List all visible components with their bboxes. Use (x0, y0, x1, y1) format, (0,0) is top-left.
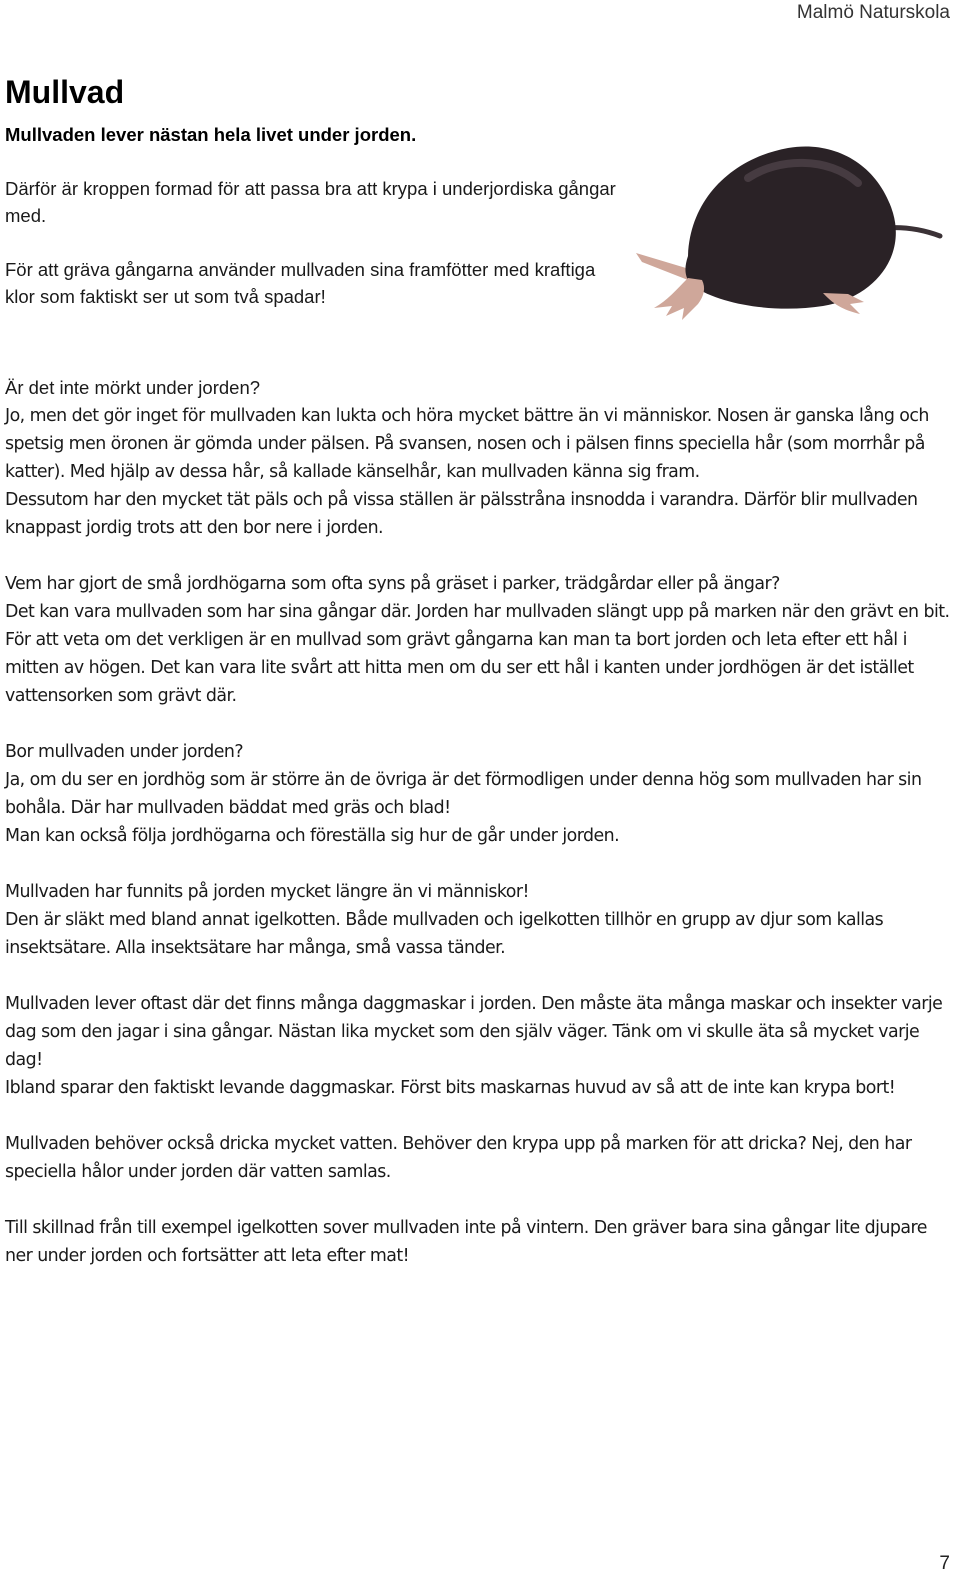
intro-section (5, 121, 625, 310)
page-number: 7 (939, 1553, 950, 1574)
intro-paragraph-claws: För att gräva gångarna använder mullvaden sina framfötter med kraftiga klor som faktiskt ser ut som två spadar! (5, 259, 596, 307)
question-darkness: Är det inte mörkt under jorden? (5, 377, 261, 398)
intro-lead: Mullvaden lever nästan hela livet under jorden. (5, 124, 417, 145)
paragraph-food: Mullvaden lever oftast där det finns många daggmaskar i jorden. Den måste äta många maskar och insekter varje dag som den jagar i sina gångar. Nästan lika mycket som den själv väger. Tänk om vi skulle äta så mycket varje dag! (5, 994, 943, 1070)
paragraph-relatives: Den är släkt med bland annat igelkotten. Både mullvaden och igelkotten tillhör en grupp av djur som kallas insektsätare. Alla insektsätare har många, små vassa tänder. (5, 910, 884, 958)
answer-molehills: Det kan vara mullvaden som har sina gångar där. Jorden har mullvaden slängt upp på marken när den grävt en bit. (5, 602, 950, 622)
answer-senses: Jo, men det gör inget för mullvaden kan lukta och höra mycket bättre än vi människor. Nosen är ganska lång och spetsig men öronen är gömda under pälsen. På svansen, nosen och i pälsen finns speciella hår (som morrhår på katter). Med hjälp av dessa hår, så kallade känselhår, kan mullvaden känna sig fram. (5, 406, 929, 482)
paragraph-history: Mullvaden har funnits på jorden mycket längre än vi människor! (5, 882, 529, 902)
school-name: Malmö Naturskola (796, 2, 950, 23)
question-living: Bor mullvaden under jorden? (5, 742, 244, 762)
paragraph-storage: Ibland sparar den faktiskt levande daggmaskar. Först bits maskarnas huvud av så att de inte kan krypa bort! (5, 1078, 896, 1098)
mole-icon (628, 128, 943, 333)
body-text (5, 374, 950, 1270)
answer-burrow: Ja, om du ser en jordhög som är större än de övriga är det förmodligen under denna hög som mullvaden har sin bohåla. Där har mullvaden bäddat med gräs och blad! (5, 770, 922, 818)
paragraph-fur: Dessutom har den mycket tät päls och på vissa ställen är pälsstråna insnodda i varandra. Därför blir mullvaden knappast jordig trots att den bor nere i jorden. (5, 490, 918, 538)
paragraph-follow-hills: Man kan också följa jordhögarna och föreställa sig hur de går under jorden. (5, 826, 620, 846)
paragraph-hole-check: För att veta om det verkligen är en mullvad som grävt gångarna kan man ta bort jorden och leta efter ett hål i mitten av högen. Det kan vara lite svårt att hitta men om du ser ett hål i kanten under jordhögen är det istället vattensorken som grävt där. (5, 630, 914, 706)
question-molehills: Vem har gjort de små jordhögarna som ofta syns på gräset i parker, trädgårdar eller på ängar? (5, 574, 780, 594)
paragraph-water: Mullvaden behöver också dricka mycket vatten. Behöver den krypa upp på marken för att dricka? Nej, den har speciella hålor under jorden där vatten samlas. (5, 1134, 912, 1182)
page-title: Mullvad (5, 74, 125, 110)
intro-paragraph-body-shape: Därför är kroppen formad för att passa bra att krypa i underjordiska gångar med. (5, 178, 616, 226)
paragraph-winter: Till skillnad från till exempel igelkotten sover mullvaden inte på vintern. Den gräver bara sina gångar lite djupare ner under jorden och fortsätter att leta efter mat! (5, 1218, 927, 1266)
